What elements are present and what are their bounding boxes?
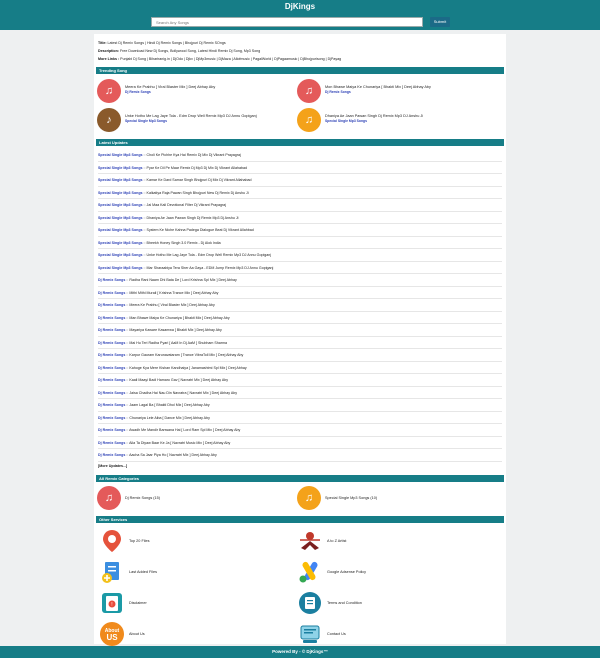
update-title-link[interactable]: Mithi Mithi Murali [ Krishna Trance Mix ] Deej Abhay Aby — [129, 290, 219, 295]
update-title-link[interactable]: Jaam Lagal Ba [ Bhakti Dhol Mix ] Deej Abhay Aby — [129, 403, 210, 407]
update-category-link[interactable]: Special Single Mp3 Songs — [98, 165, 143, 170]
separator: :: — [125, 440, 130, 445]
update-row[interactable] — [98, 437, 502, 450]
about-us-icon — [99, 621, 125, 647]
service-label[interactable]: Last Added Files — [129, 570, 158, 574]
update-row[interactable] — [98, 274, 502, 287]
separator: :: — [142, 253, 147, 257]
separator: :: — [125, 353, 130, 357]
service-label[interactable]: Disclaimer — [129, 601, 147, 605]
update-row[interactable] — [98, 149, 502, 162]
update-title-link[interactable]: System Ke Niche Kahna Padega Dialogue Beat Dj Vikrant Allahbad — [146, 228, 254, 232]
category-label[interactable]: Special Single Mp3 Songs (10) — [325, 496, 378, 500]
search-input[interactable] — [151, 17, 423, 27]
trending-item[interactable] — [97, 108, 297, 134]
update-title-link[interactable]: Mar Sharaabiya Tera Sher Aa Gaya - EDM Jump Remix Mp3 DJ Annu Gopiganj — [146, 265, 274, 270]
update-row[interactable] — [98, 162, 502, 175]
update-category-link[interactable]: Special Single Mp3 Songs — [98, 228, 143, 232]
update-category-link[interactable]: Special Single Mp3 Songs — [98, 215, 143, 220]
latest-updates-header: Latest Updates — [96, 139, 504, 146]
trending-title[interactable]: Mon Bhawe Maiya Ke Chunariya [ Bhakti Mix ] Deej Abhay Aby — [325, 85, 431, 89]
update-title-link[interactable]: Meera Ke Prabhu [ Viral Blaster Mix ] Deej Abhay Aby — [129, 303, 215, 307]
update-row[interactable] — [98, 324, 502, 337]
separator: :: — [125, 340, 130, 345]
music-note-icon: ♫ — [97, 79, 121, 103]
update-category-link[interactable]: Dj Remix Songs — [98, 428, 126, 432]
update-row[interactable] — [98, 262, 502, 275]
service-contact[interactable] — [297, 621, 497, 647]
update-title-link[interactable]: Pyar Ke Dil Pe Maar Remix Dj Mp3 Dj Mix Dj Vikrant Allahabad — [146, 165, 247, 170]
more-links[interactable]: Punjabi Dj Song | Bihariranig.in | DjOdo | Djkv | DjMp3music | DjMaza | Allofmusic | PagalWorld | DjPagaamusic | DjBhojpurisong | DjPayag — [120, 57, 342, 61]
separator: :: — [142, 215, 147, 220]
update-row[interactable] — [98, 387, 502, 400]
svg-text:!: ! — [111, 602, 113, 608]
update-title-link[interactable]: Choli Ke Pichhe Kya Hai Remix Dj Mix Dj Vikrant Prayagraj — [146, 153, 241, 157]
update-row[interactable] — [98, 287, 502, 300]
update-category-link[interactable]: Dj Remix Songs — [98, 278, 126, 282]
update-category-link[interactable]: Dj Remix Songs — [98, 328, 126, 332]
update-title-link[interactable]: Man Bhawe Maiya Ke Chunariya [ Bhakti Mix ] Deej Abhay Aby — [129, 315, 230, 320]
more-updates-link[interactable]: [More Updates...] — [98, 464, 128, 468]
separator: :: — [125, 378, 130, 382]
update-category-link[interactable]: Special Single Mp3 Songs — [98, 240, 143, 245]
music-note-icon: ♫ — [297, 79, 321, 103]
service-a-to-z[interactable] — [297, 528, 497, 554]
separator: :: — [125, 365, 130, 370]
update-category-link[interactable]: Dj Remix Songs — [98, 390, 126, 395]
separator: :: — [142, 178, 147, 182]
separator: :: — [125, 453, 130, 457]
update-title-link[interactable]: Awadh Me Mandir Banwana Hai [ Lord Ram Spl Mix ] Deej Abhay Aby — [129, 428, 241, 432]
trending-category[interactable]: Special Single Mp3 Songs — [125, 119, 168, 123]
separator: :: — [142, 153, 147, 157]
update-row[interactable] — [98, 237, 502, 250]
service-label[interactable]: Terms and Condition — [327, 601, 362, 605]
separator: :: — [125, 303, 130, 307]
update-row[interactable] — [98, 299, 502, 312]
categories-header: All Remix Categories — [96, 475, 504, 482]
update-title-link[interactable]: Aacha Sa Jaar Piya Ho [ Navratri Mix ] Deej Abhay Aby — [129, 453, 217, 457]
trending-item[interactable] — [97, 79, 297, 105]
update-row[interactable] — [98, 249, 502, 262]
update-title-link[interactable]: Mayariya Kaware Kasamwa [ Bhakti Mix ] Deej Abhay Aby — [129, 328, 222, 332]
site-logo[interactable]: DjKings — [284, 2, 316, 11]
music-note-icon: ♫ — [297, 108, 321, 132]
separator: :: — [142, 228, 147, 232]
separator: :: — [125, 290, 130, 295]
update-category-link[interactable]: Dj Remix Songs — [98, 365, 126, 370]
update-row[interactable] — [98, 199, 502, 212]
update-title-link[interactable]: Kalkatiya Raja Pawan Singh Bhojpuri New Dj Remix Dj Anshu Ji — [146, 190, 249, 195]
category-item[interactable] — [297, 486, 497, 512]
site-info — [98, 39, 502, 63]
separator: :: — [125, 390, 130, 395]
service-disclaimer[interactable] — [99, 590, 299, 616]
category-label[interactable]: Dj Remix Songs (15) — [125, 496, 161, 500]
separator: :: — [142, 203, 147, 207]
update-title-link[interactable]: Aila Ta Diyaw Baar Ke Ja [ Navratri Music Mix ] Deej Abhay Aby — [129, 440, 231, 445]
svg-text:US: US — [106, 633, 118, 642]
update-category-link[interactable]: Special Single Mp3 Songs — [98, 265, 143, 270]
update-category-link[interactable]: Special Single Mp3 Songs — [98, 203, 143, 207]
service-label[interactable]: Contact Us — [327, 632, 346, 636]
separator: :: — [125, 415, 130, 420]
separator: :: — [142, 190, 147, 195]
trending-category[interactable]: Dj Remix Songs — [325, 90, 351, 94]
update-row[interactable] — [98, 374, 502, 387]
separator: :: — [125, 428, 130, 432]
update-title-link[interactable]: Radha Rani Naam Dhi Bata De [ Lord Krishna Spl Mix ] Deej Abhay — [129, 278, 237, 282]
update-category-link[interactable]: Dj Remix Songs — [98, 453, 126, 457]
disclaimer-icon — [99, 590, 125, 616]
music-note-icon: ♫ — [297, 486, 321, 510]
update-title-link[interactable]: Jaisa Chadha Hai Nau Din Navratra [ Navratri Mix ] Deej Abhay Aby — [129, 390, 238, 395]
update-row[interactable] — [98, 337, 502, 350]
footer: Powered By - © DjKings™ — [0, 646, 600, 658]
update-title-link[interactable]: Jai Maa Kali Devotional Filter Dj Vikrant Prayagraj — [146, 203, 226, 207]
top-bar — [0, 0, 600, 30]
update-category-link[interactable]: Special Single Mp3 Songs — [98, 253, 143, 257]
service-label[interactable]: Google Adsense Policy — [327, 570, 367, 574]
service-label[interactable]: Top 20 Files — [129, 539, 150, 543]
trending-title[interactable]: Unke Hotho Me Lag Jaye Tola - Edm Drop Well Remix Mp3 DJ Annu Gopiganj — [125, 114, 257, 118]
update-row[interactable] — [98, 412, 502, 425]
separator: :: — [142, 240, 147, 245]
update-row[interactable] — [98, 399, 502, 412]
trending-title[interactable]: Meera Ke Prabhu [ Viral Blaster Mix ] Deej Abhay Aby — [125, 85, 216, 89]
description-value: Free Download New Dj Songs, Bollywood Song, Latest Hindi Remix Dj Song, Mp3 Song — [119, 49, 261, 53]
title-label: Title: — [98, 41, 107, 45]
update-category-link[interactable]: Dj Remix Songs — [98, 378, 126, 382]
description-label: Description: — [98, 49, 119, 53]
update-row[interactable] — [98, 212, 502, 225]
update-row[interactable] — [98, 424, 502, 437]
update-title-link[interactable]: Bheekh Honey Singh 3.0 Remix - Dj Alok India — [146, 240, 221, 245]
update-category-link[interactable]: Dj Remix Songs — [98, 415, 126, 420]
separator: :: — [125, 278, 130, 282]
update-category-link[interactable]: Dj Remix Songs — [98, 315, 126, 320]
update-title-link[interactable]: Chunariya Lele Aiba [ Dance Mix ] Deej Abhay Aby — [129, 415, 210, 420]
update-category-link[interactable]: Dj Remix Songs — [98, 303, 126, 307]
service-label[interactable]: A to Z Artist — [327, 539, 347, 543]
services-header: Other Services — [96, 516, 504, 523]
service-terms[interactable] — [297, 590, 497, 616]
trending-category[interactable]: Special Single Mp3 Songs — [325, 119, 368, 123]
separator: :: — [142, 265, 147, 270]
title-value: Latest Dj Remix Songs | Hindi Dj Remix Songs | Bhojpuri Dj Remix SOngs — [107, 41, 226, 45]
category-item[interactable] — [97, 486, 297, 512]
update-category-link[interactable]: Special Single Mp3 Songs — [98, 178, 143, 182]
update-category-link[interactable]: Dj Remix Songs — [98, 353, 126, 357]
music-note-icon: ♫ — [97, 486, 121, 510]
trending-title[interactable]: Dhaniya Ae Jaan Pawan Singh Dj Remix Mp3 DJ Anshu Ji — [325, 114, 424, 118]
separator: :: — [142, 165, 147, 170]
update-category-link[interactable]: Dj Remix Songs — [98, 403, 126, 407]
trending-item[interactable] — [297, 108, 497, 134]
trending-header: Trending Song — [96, 67, 504, 74]
update-title-link[interactable]: Karpur Gauram Karunavataram [ Trance VibraToll Mix ] Deej Abhay Aby — [129, 353, 244, 357]
update-row[interactable] — [98, 187, 502, 200]
update-title-link[interactable]: Mai Hu Teri Radha Pyari [ AaM In Dj AaM ] Shubham Sharma — [129, 340, 227, 345]
trending-category[interactable]: Dj Remix Songs — [125, 90, 151, 94]
update-title-link[interactable]: Unke Hotho Me Lag Jaye Tola - Edm Drop Well Remix Mp3 DJ Annu Gopiganj — [146, 253, 272, 257]
service-adsense[interactable] — [297, 559, 497, 585]
update-category-link[interactable]: Special Single Mp3 Songs — [98, 190, 143, 195]
contact-us-icon — [297, 621, 323, 647]
update-row[interactable] — [98, 349, 502, 362]
update-category-link[interactable]: Dj Remix Songs — [98, 440, 126, 445]
update-row[interactable] — [98, 174, 502, 187]
update-title-link[interactable]: Kaali Maayi Badi Hamaro Gav [ Navratri Mix ] Deej Abhay Aby — [129, 378, 229, 382]
update-row[interactable] — [98, 449, 502, 462]
service-about[interactable] — [99, 621, 299, 647]
svg-text:About: About — [104, 628, 120, 634]
separator: :: — [125, 403, 130, 407]
submit-button[interactable]: Submit — [430, 17, 450, 27]
update-row[interactable] — [98, 362, 502, 375]
main-content — [94, 34, 506, 644]
update-row[interactable] — [98, 312, 502, 325]
separator: :: — [125, 328, 130, 332]
trending-item[interactable] — [297, 79, 497, 105]
update-title-link[interactable]: Kamar Ke Dard Samar Singh Bhojpuri Dj Mix Dj Vikrant Allahabad — [146, 178, 252, 182]
new-file-icon — [99, 559, 125, 585]
separator: :: — [125, 315, 130, 320]
google-ads-icon — [297, 559, 323, 585]
update-row[interactable] — [98, 224, 502, 237]
artist-icon — [297, 528, 323, 554]
service-label[interactable]: About Us — [129, 632, 145, 636]
update-title-link[interactable]: Kahoge Kya Mere Kishan Kandhaiya [ Janamashtmi Spl Mix ] Deej Abhay — [129, 365, 247, 370]
update-category-link[interactable]: Dj Remix Songs — [98, 290, 126, 295]
service-last-added[interactable] — [99, 559, 299, 585]
album-art-icon: ♪ — [97, 108, 121, 132]
service-top-20[interactable] — [99, 528, 299, 554]
more-links-label: More Links : — [98, 57, 120, 61]
update-title-link[interactable]: Dhaniya Ae Jaan Pawan Singh Dj Remix Mp3 Dj Anshu Ji — [146, 215, 239, 220]
map-pin-icon — [99, 528, 125, 554]
update-category-link[interactable]: Special Single Mp3 Songs — [98, 153, 143, 157]
terms-icon — [297, 590, 323, 616]
update-category-link[interactable]: Dj Remix Songs — [98, 340, 126, 345]
